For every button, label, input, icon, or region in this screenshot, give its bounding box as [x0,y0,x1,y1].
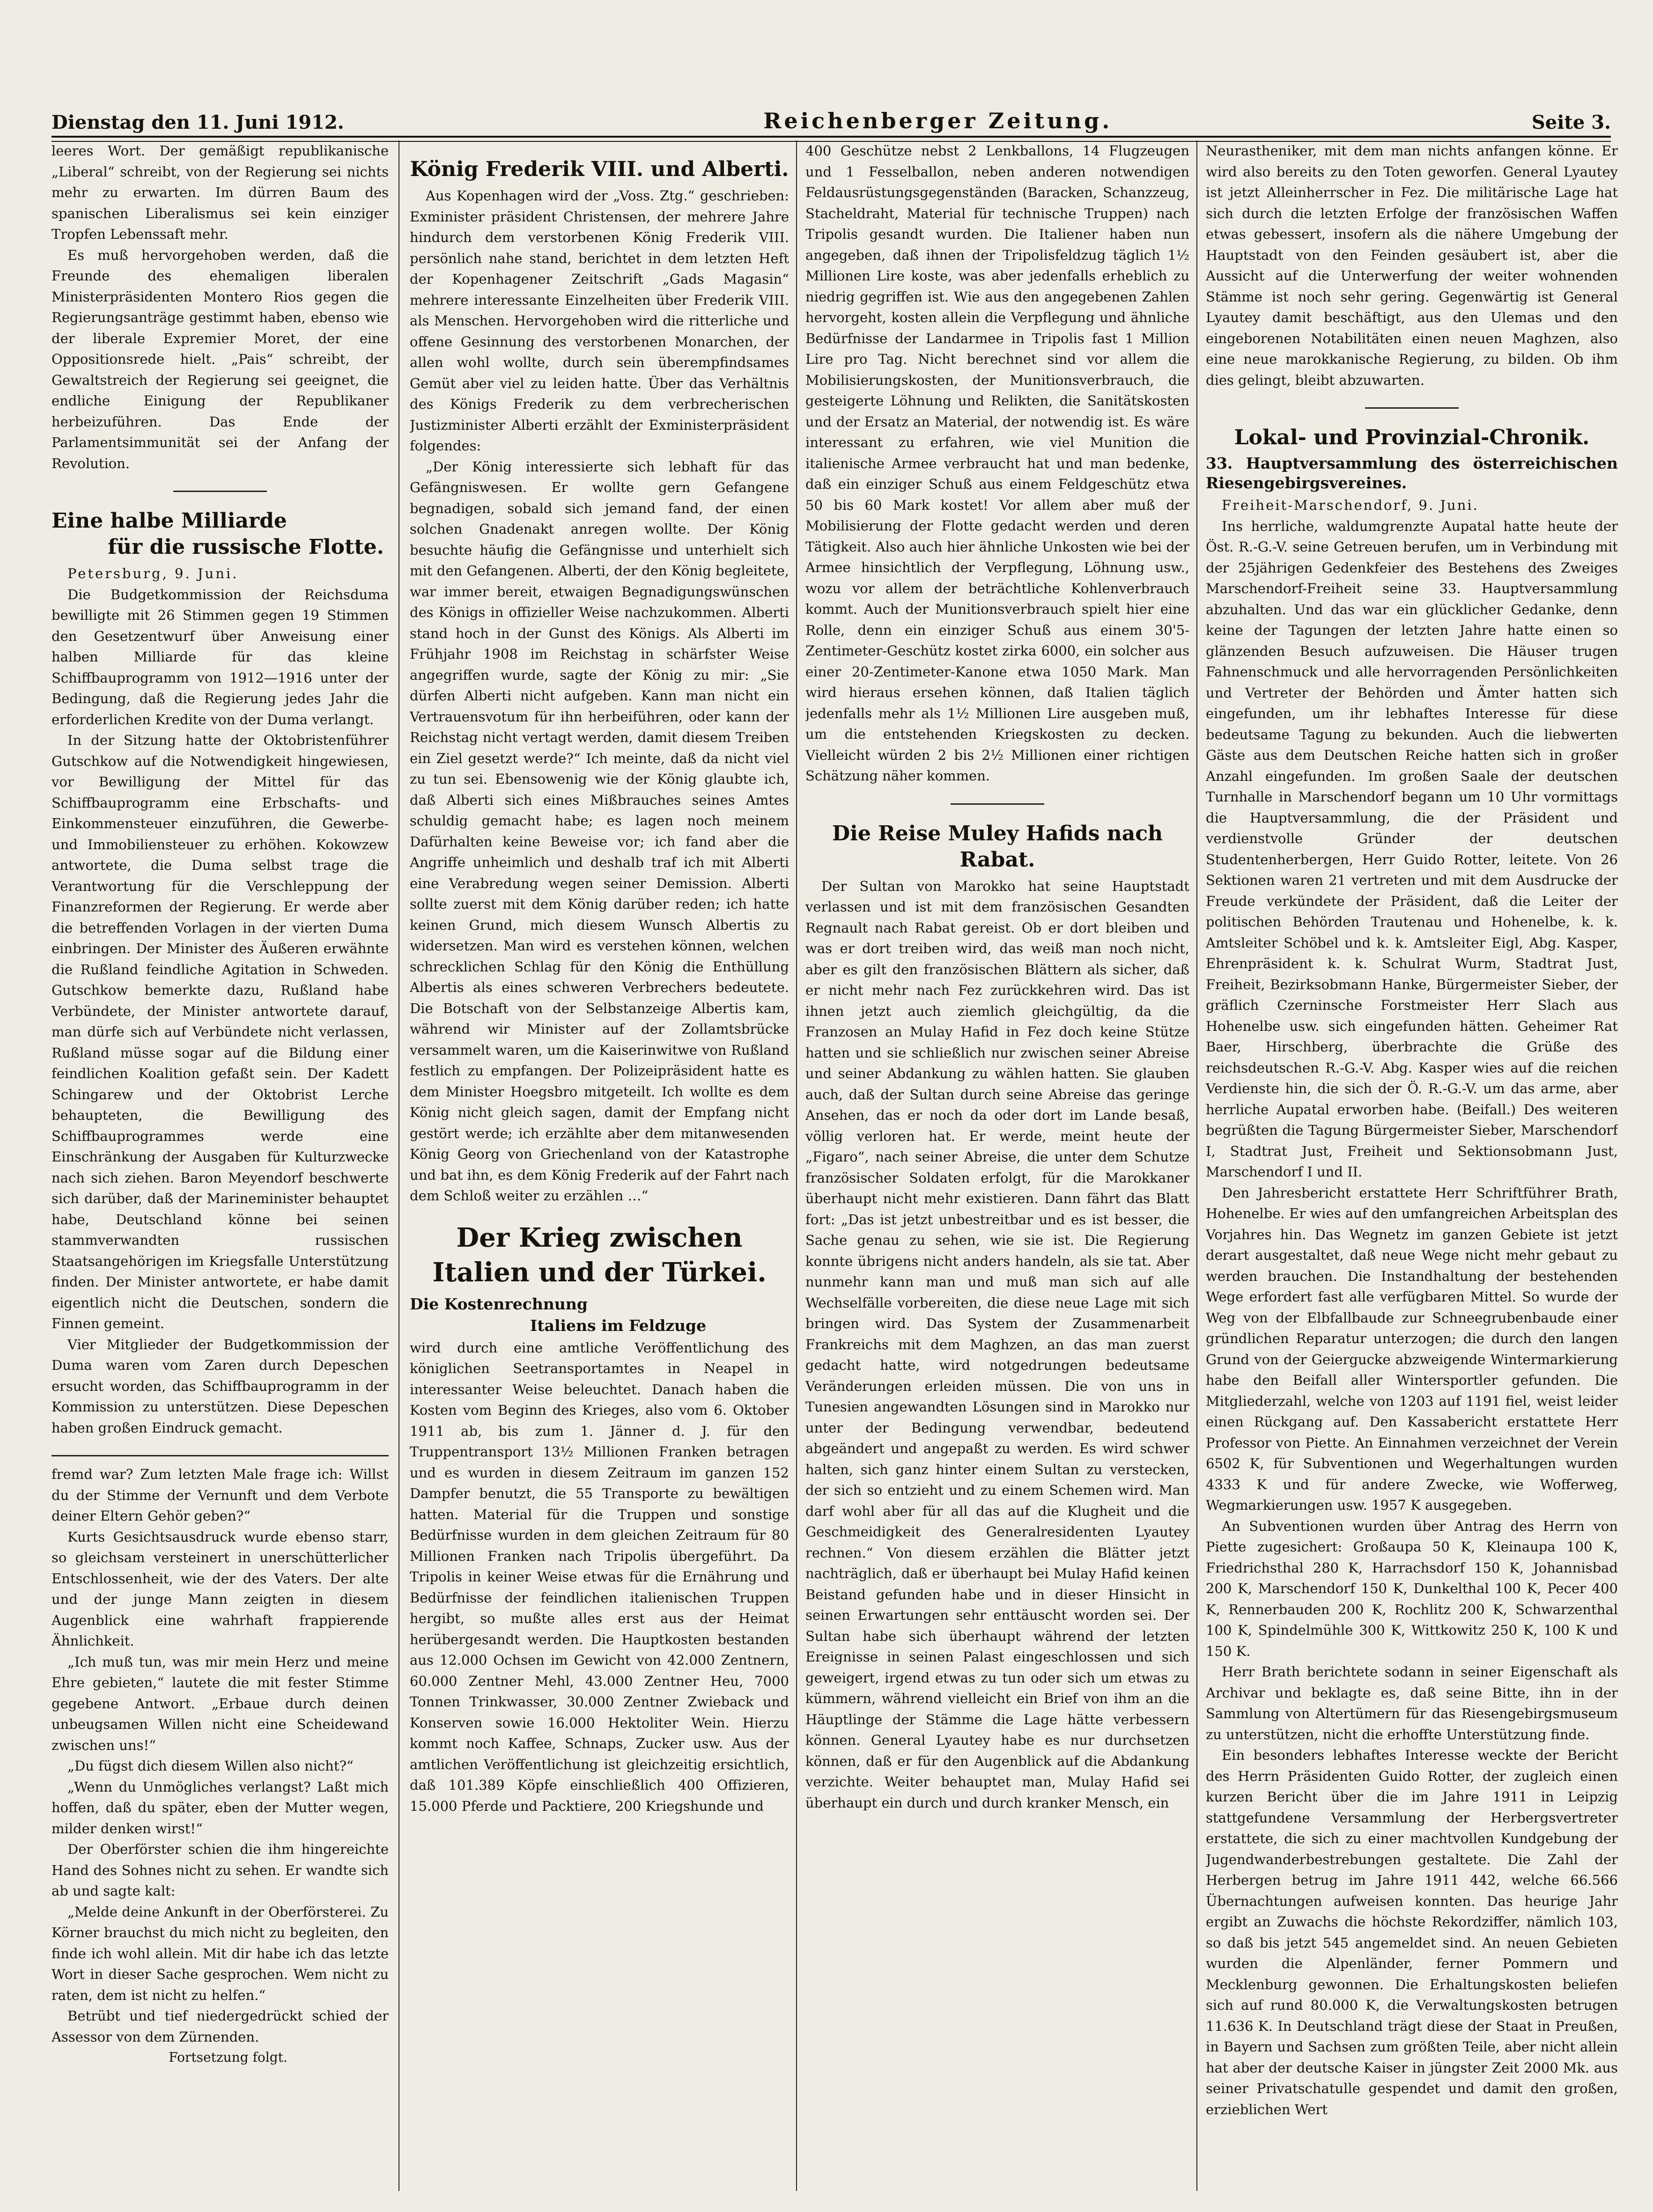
masthead-title: Reichenberger Zeitung. [763,108,1113,133]
paragraph: Herr Brath berichtete sodann in seiner Eigenschaft als Archivar und beklagte es, daß seine Bitte, ihn in der Sammlung von Altertümern für das Riesengebirgsmuseum zu unterstützen, nicht die erhoffte Unterstützung finde. [1206,1664,1618,1742]
feuilleton-rule [52,1455,389,1456]
feuilleton-paragraph: „Melde deine Ankunft in der Oberförsterei. Zu Körner brauchst du mich nicht zu begleiten, den finde ich wohl allein. Mit dir habe ich das letzte Wort in dieser Sache gesprochen. Wem nicht zu raten, dem ist nicht zu helfen.“ [52,1903,389,2003]
headline-line-2: für die russische Flotte. [108,535,384,559]
article-headline [52,508,389,560]
paragraph: „Der König interessierte sich lebhaft für das Gefängniswesen. Er wollte gern Gefangene begnadigen, sobald sich jemand fand, der einen solchen Gnadenakt anregen wollte. Der König besuchte häufig die Gefängnisse und unterhielt sich mit den Gefangenen. Alberti, der den König begleitete, war immer bereit, etwaigen Begnadigungswünschen des Königs in offizieller Weise nachzukommen. Alberti stand hoch in der Gunst des Königs. Als Alberti im Frühjahr 1908 im Reichstag in schärfster Weise angegriffen wurde, sagte der König zu mir: „Sie dürfen Alberti nicht aufgeben. Kann man nicht ein Vertrauensvotum für ihn herbeiführen, oder kann der Reichstag nicht vertagt werden, damit diesem Treiben ein Ziel gesetzt werde?“ Ich meinte, daß da nicht viel zu tun sei. Ebensowenig wie der König glaubte ich, daß Alberti sich eines Mißbrauches seines Amtes schuldig gemacht habe; es lagen noch meinem Dafürhalten keine Beweise vor; ich fand aber die Angriffe unheimlich und deshalb traf ich mit Alberti eine Verabredung wegen seiner Demission. Alberti sollte zuerst mit dem König darüber reden; ich hatte keinen Grund, mich diesem Wunsch Albertis zu widersetzen. Man wird es verstehen können, welchen schrecklichen Schlag für den König die Enthüllung Albertis als eines schweren Verbrechers bedeutete. Die Botschaft von der Selbstanzeige Albertis kam, während wir Minister auf der Zollamtsbrücke versammelt waren, um die Kaiserinwitwe von Rußland festlich zu empfangen. Der Polizeipräsident hatte es dem Minister Hoegsbro mitgeteilt. Ich wollte es dem König nicht gleich sagen, damit der Empfang nicht gestört werde; ich erzählte aber dem mitanwesenden König Georg von Griechenland von der Katastrophe und bat ihn, es dem König Frederik auf der Fahrt nach dem Schloß weiter zu erzählen …“ [410,458,789,1204]
feuilleton-paragraph: Kurts Gesichtsausdruck wurde ebenso starr, so gleichsam versteinert in unerschütterlicher Entschlossenheit, wie der des Vaters. Der alte und der junge Mann zeigten in diesem Augenblick eine wahrhaft frappierende Ähnlichkeit. [52,1529,389,1649]
paragraph: 400 Geschütze nebst 2 Lenkballons, 14 Flugzeugen und 1 Fesselballon, neben anderen notwendigen Feldausrüstungsgegenständen (Baracken, Schanzzeug, Stacheldraht, Material für technische Truppen) nach Tripolis gesandt wurden. Die Italiener haben nun angegeben, daß ihnen der Tripolisfeldzug täglich 1½ Millionen Lire koste, was aber jedenfalls erheblich zu niedrig gegriffen ist. Wie aus den angegebenen Zahlen hervorgeht, kosten allein die Verpflegung und ähnliche Bedürfnisse der Landarmee in Tripolis fast 1 Million Lire pro Tag. Nicht berechnet sind vor allem die Mobilisierungskosten, der Munitionsverbrauch, die gesteigerte Löhnung und Relikten, die Sanitätskosten und der Ersatz an Material, der notwendig ist. Es wäre interessant zu erfahren, wie viel Munition die italienische Armee verbraucht hat und man bedenke, daß ein einziger Schuß aus einem Feldgeschütz etwa 50 bis 60 Mark kostet! Vor allem aber muß der Mobilisierung der Flotte gedacht werden und deren Tätigkeit. Also auch hier ähnliche Unkosten wie bei der Armee hinsichtlich der Verpflegung, Löhnung usw., wozu vor allem der beträchtliche Kohlenverbrauch kommt. Auch der Munitionsverbrauch spielt hier eine Rolle, denn ein einziger Schuß aus einem 30'5-Zentimeter-Geschütz kostet zirka 6000, ein solcher aus einer 20-Zentimeter-Kanone etwa 1050 Mark. Man wird hieraus ersehen können, daß Italien täglich jedenfalls mehr als 1½ Millionen Lire ausgeben muß, um die entstehenden Kriegskosten zu decken. Vielleicht würden 2 bis 2½ Millionen einer richtigen Schätzung näher kommen. [805,143,1189,784]
paragraph: Ein besonders lebhaftes Interesse weckte der Bericht des Herrn Präsidenten Guido Rotter, der zugleich einen kurzen Bericht über die im Jahre 1911 in Leipzig stattgefundene Versammlung der Herbergsvertreter erstattete, die sich zu einer machtvollen Kundgebung der Jugendwanderbestrebungen gestaltete. Die Zahl der Herbergen betrug im Jahre 1911 442, welche 66.566 Übernachtungen aufweisen konnten. Das heurige Jahr ergibt an Zuwachs die höchste Rekordziffer, nämlich 103, so daß bis jetzt 545 angemeldet sind. An neuen Gebieten wurden die Alpenländer, ferner Pommern und Mecklenburg gewonnen. Die Erhaltungskosten beliefen sich auf rund 80.000 K, die Verwaltungskosten betrugen 11.636 K. In Deutschland trägt diese der Staat in Preußen, in Bayern und Sachsen zum größten Teile, aber nicht allein hat aber der deutsche Kaiser in jüngster Zeit 2000 Mk. aus seiner Privatschatulle gespendet und damit den großen, erzieblichen Wert [1206,1747,1618,2117]
page-number: Seite 3. [1531,111,1611,133]
dateline: Petersburg, 9. Juni. [67,566,239,581]
column-3 [805,140,1189,2191]
column-2 [410,140,789,2191]
paragraph: Die Budgetkommission der Reichsduma bewilligte mit 26 Stimmen gegen 19 Stimmen den Gesetzentwurf über Anweisung einer halben Milliarde für das kleine Schiffbauprogramm von 1912—1916 unter der Bedingung, daß die Regierung jedes Jahr die erforderlichen Kredite von der Duma verlangt. [52,586,389,728]
feuilleton-paragraph: „Ich muß tun, was mir mein Herz und meine Ehre gebieten,“ lautete die mit fester Stimme gegebene Antwort. „Erbaue durch deinen unbeugsamen Willen nicht eine Scheidewand zwischen uns!“ [52,1653,389,1753]
headline-line-1: Der Krieg zwischen [456,1222,743,1253]
article-headline: Die Reise Muley Hafids nach Rabat. [832,821,1163,872]
article-subheadline: 33. Hauptversammlung des österreichischen Riesengebirgsvereines. [1206,454,1618,492]
feuilleton-paragraph: Der Oberförster schien die ihm hingereichte Hand des Sohnes nicht zu sehen. Er wandte sich ab und sagte kalt: [52,1841,389,1899]
paragraph: In der Sitzung hatte der Oktobristenführer Gutschkow auf die Notwendigkeit hingewiesen, vor Bewilligung der Mittel für das Schiffbauprogramm eine Erbschafts- und Einkommensteuer einzuführen, die Gewerbe- und Immobiliensteuer zu erhöhen. Kokowzew antwortete, die Duma selbst trage die Verantwortung für die Verschleppung der Finanzreformen der Regierung. Er werde aber die betreffenden Vorlagen in der vierten Duma einbringen. Der Minister des Äußeren erwähnte die Rußland feindliche Agitation in Schweden. Gutschkow bemerkte dazu, Rußland habe Verbündete, der Minister antwortete darauf, man dürfe sich auf Verbündete nicht verlassen, Rußland müsse sogar auf die Bildung einer feindlichen Koalition gefaßt sein. Der Kadett Schingarew und der Oktobrist Lerche behaupteten, die Bewilligung des Schiffbauprogrammes werde eine Einschränkung der Ausgaben für Kulturzwecke nach sich ziehen. Baron Meyendorf beschwerte sich darüber, daß der Marineminister behauptet habe, Deutschland könne bei seinen stammverwandten russischen Staatsangehörigen im Kriegsfalle Unterstützung finden. Der Minister antwortete, er habe damit eigentlich nicht die Deutschen, sondern die Finnen gemeint. [52,732,389,1331]
column-4 [1206,140,1618,2191]
paragraph: Aus Kopenhagen wird der „Voss. Ztg.“ geschrieben: Exminister präsident Christensen, der mehrere Jahre hindurch dem verstorbenen König Frederik VIII. persönlich nahe stand, berichtet in dem letzten Heft der Kopenhagener Zeitschrift „Gads Magasin“ mehrere interessante Einzelheiten über Frederik VIII. als Menschen. Hervorgehoben wird die ritterliche und offene Gesinnung des verstorbenen Monarchen, der allen wohl wollte, durch sein überempfindsames Gemüt aber viel zu leiden hatte. Über das Verhältnis des Königs Frederik zu dem verbrecherischen Justizminister Alberti erzählt der Exministerpräsident folgendes: [410,188,789,454]
feuilleton-paragraph: „Du fügst dich diesem Willen also nicht?“ [67,1758,354,1774]
article-subheadline: Die Kostenrechnung [410,1294,588,1313]
paragraph: wird durch eine amtliche Veröffentlichung des königlichen Seetransportamtes in Neapel in interessanter Weise beleuchtet. Danach haben die Kosten vom Beginn des Krieges, also vom 6. Oktober 1911 ab, bis zum 1. Jänner d. J. für den Truppentransport 13½ Millionen Franken betragen und es wurden in diesem Zeitraum im ganzen 152 Dampfer benutzt, die 55 Transporte zu bewältigen hatten. Material für die Truppen und sonstige Bedürfnisse wurden in dem gleichen Zeitraum für 80 Millionen Franken nach Tripolis übergeführt. Da Tripolis in keiner Weise etwas für die Ernährung und Bedürfnisse der feindlichen italienischen Truppen hergibt, so mußte alles erst aus der Heimat herübergesandt werden. Die Hauptkosten bestanden aus 12.000 Ochsen im Gewicht von 42.000 Zentnern, 60.000 Zentner Mehl, 43.000 Zentner Heu, 7000 Tonnen Trinkwasser, 30.000 Zentner Zwieback und Konserven sowie 16.000 Hektoliter Wein. Hierzu kommt noch Kaffee, Schnaps, Zucker usw. Aus der amtlichen Veröffentlichung ist gleichzeitig ersichtlich, daß 101.389 Köpfe einschließlich 400 Offizieren, 15.000 Pferde und Packtiere, 200 Kriegshunde und [410,1339,789,1814]
separator-rule [173,491,267,492]
headline-line-2: Italien und der Türkei. [432,1257,767,1288]
paragraph: leeres Wort. Der gemäßigt republikanische „Liberal“ schreibt, von der Regierung sei nichts mehr zu erwarten. Im dürren Baum des spanischen Liberalismus sei kein einziger Tropfen Lebenssaft mehr. [52,143,389,242]
dateline: Freiheit-Marschendorf, 9. Juni. [1222,497,1479,513]
article-headline: König Frederik VIII. und Alberti. [410,157,789,181]
paragraph: Vier Mitglieder der Budgetkommission der Duma waren vom Zaren durch Depeschen ersucht worden, das Schiffbauprogramm in der Kommission zu unterstützen. Diese Depeschen haben großen Eindruck gemacht. [52,1336,389,1436]
column-divider [796,140,797,2191]
section-headline [410,1220,789,1290]
section-headline: Lokal- und Provinzial-Chronik. [1234,426,1590,449]
page-header [52,96,1611,133]
column-1 [52,140,389,2191]
headline-line-1: Eine halbe Milliarde [52,509,287,533]
column-divider [1196,140,1197,2191]
article-subheadline: Italiens im Feldzuge [530,1316,707,1335]
paragraph: Den Jahresbericht erstattete Herr Schriftführer Brath, Hohenelbe. Er wies auf den umfangreichen Arbeitsplan des Vorjahres hin. Das Wegnetz im ganzen Gebiete ist jetzt derart ausgestaltet, daß neue Wege nicht mehr gebaut zu werden brauchen. Die Instandhaltung der bestehenden Wege erfordert fast alle verfügbaren Mittel. So wurde der Weg von der Elbfallbaude zur Schneegrubenbaude einer gründlichen Reparatur unterzogen; die durch den langen Grund von der Geiergucke abzweigende Wintermarkierung habe den Beifall aller Wintersportler gefunden. Die Mitgliederzahl, welche von 1203 auf 1191 fiel, weist leider einen Rückgang auf. Den Kassabericht erstattete Herr Professor von Piette. An Einnahmen verzeichnet der Verein 6502 K, für Subventionen und Wegerhaltungen wurden 4333 K und für andere Zwecke, wie Wofferweg, Wegmarkierungen usw. 1957 K ausgegeben. [1206,1184,1618,1513]
header-date: Dienstag den 11. Juni 1912. [52,111,344,133]
feuilleton-paragraph: Betrübt und tief niedergedrückt schied der Assessor von dem Zürnenden. [52,2008,389,2045]
paragraph: Ins herrliche, waldumgrenzte Aupatal hatte heute der Öst. R.-G.-V. seine Getreuen berufen, um in Verbindung mit der 25jährigen Gedenkfeier des Bestehens des Zweiges Marschendorf-Freiheit seine 33. Hauptversammlung abzuhalten. Und das war ein glücklicher Gedanke, denn keine der Tagungen der letzten Jahre hatte einen so glänzenden Besuch aufzuweisen. Die Häuser trugen Fahnenschmuck und alle hervorragenden Persönlichkeiten und Vertreter der Behörden und Ämter hatten sich eingefunden, um ihr lebhaftes Interesse für diese bedeutsame Tagung zu bekunden. Auch die liebwerten Gäste aus dem Deutschen Reiche hatten sich in großer Anzahl eingefunden. Im großen Saale der deutschen Turnhalle in Marschendorf begann um 10 Uhr vormittags die Hauptversammlung, die der Präsident und verdienstvolle Gründer der deutschen Studentenherbergen, Herr Guido Rotter, leitete. Von 26 Sektionen waren 21 vertreten und mit dem Ausdrucke der Freude verkündete der Präsident, daß die Leiter der politischen Behörden Trautenau und Hohenelbe, k. k. Amtsleiter Schöbel und k. k. Amtsleiter Eigl, Abg. Kasper, Ehrenpräsident k. k. Schulrat Wurm, Stadtrat Just, Freiheit, Bezirksobmann Hanke, Bürgermeister Sieber, der gräflich Czerninsche Forstmeister Herr Slach aus Hohenelbe usw. sich eingefunden hätten. Geheimer Rat Baer, Hirschberg, überbrachte die Grüße des reichsdeutschen R.-G.-V. Abg. Kasper wies auf die reichen Verdienste hin, die sich der Ö. R.-G.-V. um das arme, aber herrliche Aupatal erworben habe. (Beifall.) Des weiteren begrüßten die Tagung Bürgermeister Sieber, Marschendorf I, Stadtrat Just, Freiheit und Sektionsobmann Just, Marschendorf I und II. [1206,518,1618,1180]
separator-rule [951,803,1044,805]
paragraph: Der Sultan von Marokko hat seine Hauptstadt verlassen und ist mit dem französischen Gesandten Regnault nach Rabat gereist. Ob er dort bleiben und was er dort treiben wird, das weiß man noch nicht, aber es gilt den französischen Blättern als sicher, daß er nicht mehr nach Fez zurückkehren wird. Das ist ihnen jetzt auch ziemlich gleichgültig, da die Franzosen an Mulay Hafid in Fez doch keine Stütze hatten und sie schließlich nur zwischen seiner Abreise und seiner Abdankung zu wählen hatten. Sie glauben auch, daß der Sultan durch seine Abreise das geringe Ansehen, das er noch da oder dort im Lande besaß, völlig verloren hat. Er werde, meint heute der „Figaro“, nach seiner Abreise, die unter dem Schutze französischer Soldaten erfolgt, für die Marokkaner überhaupt nicht mehr existieren. Dann fährt das Blatt fort: „Das ist jetzt unbestreitbar und es ist besser, die Sache genau zu sehen, wie sie ist. Die Regierung konnte übrigens nicht anders handeln, als sie tat. Aber nunmehr kann man und muß man sich auf alle Wechselfälle vorbereiten, die diese neue Lage mit sich bringen wird. Das System der Zusammenarbeit Frankreichs mit dem Maghzen, an das man zuerst gedacht hatte, wird notgedrungen bedeutsame Veränderungen erleiden müssen. Die von uns in Tunesien angewandten Lösungen sind in Marokko nur unter der Bedingung verwendbar, bedeutend abgeändert und angepaßt zu werden. Es wird schwer halten, sich ganz hinter einem Sultan zu verstecken, der sich so entzieht und zu einem Schemen wird. Man darf wohl aber für all das auf die Klugheit und die Geschmeidigkeit des Generalresidenten Lyautey rechnen.“ Von diesem erzählen die Blätter jetzt nachträglich, daß er überhaupt bei Mulay Hafid keinen Beistand gefunden habe und in dieser Hinsicht in seinen Erwartungen sehr enttäuscht worden sei. Der Sultan habe sich überhaupt während der letzten Ereignisse in seinen Palast eingeschlossen und sich geweigert, irgend etwas zu tun oder sich um etwas zu kümmern, während vielleicht ein Brief von ihm an die Häuptlinge der Stämme die Lage hätte verbessern können. General Lyautey habe es nur durchsetzen können, daß er für den Augenblick auf die Abdankung verzichte. Weiter behauptet man, Mulay Hafid sei überhaupt ein durch und durch kranker Mensch, ein [805,878,1189,1811]
separator-rule [1365,407,1459,409]
paragraph: Es muß hervorgehoben werden, daß die Freunde des ehemaligen liberalen Ministerpräsidenten Montero Rios gegen die Regierungsanträge gestimmt haben, ebenso wie der liberale Expremier Moret, der eine Oppositionsrede hielt. „Pais“ schreibt, der Gewaltstreich der Regierung sei geeignet, die endliche Einigung der Republikaner herbeizuführen. Das Ende der Parlamentsimmunität sei der Anfang der Revolution. [52,247,389,471]
column-divider [398,140,399,2191]
feuilleton-paragraph: fremd war? Zum letzten Male frage ich: Willst du der Stimme der Vernunft und dem Verbote deiner Eltern Gehör geben?“ [52,1466,389,1524]
feuilleton-paragraph: „Wenn du Unmögliches verlangst? Laßt mich hoffen, daß du später, eben der Mutter wegen, milder denken wirst!“ [52,1778,389,1837]
continuation-note: Fortsetzung folgt. [169,2050,288,2065]
paragraph: Neurastheniker, mit dem man nichts anfangen könne. Er wird also bereits zu den Toten geworfen. General Lyautey ist jetzt Alleinherrscher in Fez. Die militärische Lage hat sich durch die letzten Erfolge der französischen Waffen etwas gebessert, insofern als die nähere Umgebung der Hauptstadt von den Feinden gesäubert ist, aber die Aussicht auf die Unterwerfung der weiter wohnenden Stämme ist noch sehr gering. Gegenwärtig ist General Lyautey damit beschäftigt, aus den Ulemas und den eingeborenen Notabilitäten einen neuen Maghzen, also eine neue marokkanische Regierung, zu bilden. Ob ihm dies gelingt, bleibt abzuwarten. [1206,143,1618,388]
paragraph: An Subventionen wurden über Antrag des Herrn von Piette zugesichert: Großaupa 50 K, Kleinaupa 100 K, Friedrichsthal 280 K, Harrachsdorf 150 K, Johannisbad 200 K, Marschendorf 150 K, Dunkelthal 100 K, Pecer 400 K, Rennerbauden 200 K, Rochlitz 200 K, Schwarzenthal 100 K, Spindelmühle 300 K, Wittkowitz 250 K, 100 K und 150 K. [1206,1518,1618,1659]
